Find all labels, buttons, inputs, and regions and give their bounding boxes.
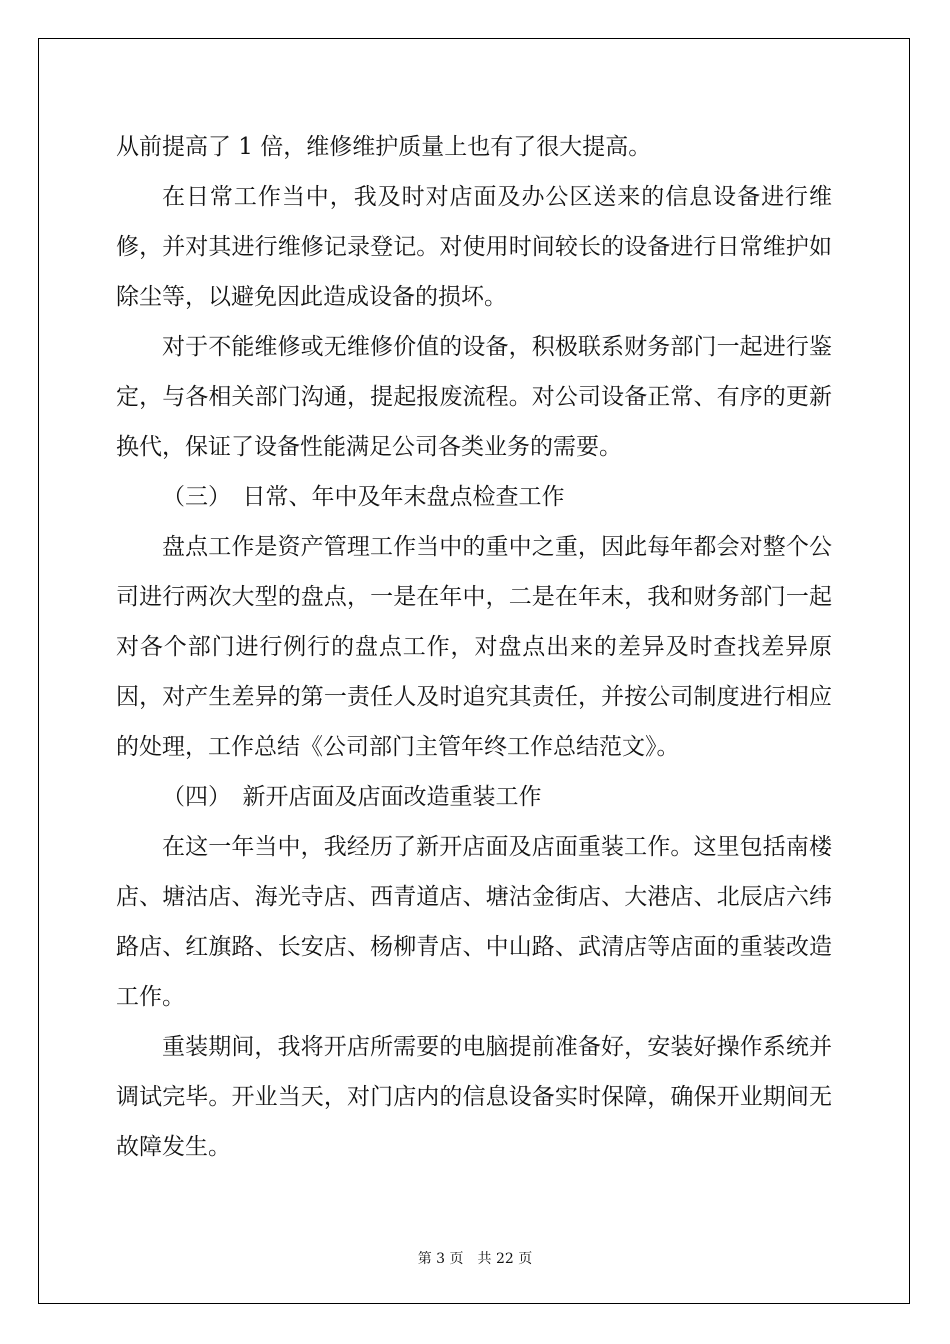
paragraph-renovation-prep: 重装期间，我将开店所需要的电脑提前准备好，安装好操作系统并调试完毕。开业当天，对门店内的信息设备实时保障，确保开业期间无故障发生。 — [116, 1034, 832, 1160]
page-footer: 第 3 页 共 22 页 — [417, 1251, 533, 1267]
paragraph-inventory: 盘点工作是资产管理工作当中的重中之重，因此每年都会对整个公司进行两次大型的盘点，一是在年中，二是在年末，我和财务部门一起对各个部门进行例行的盘点工作，对盘点出来的差异及时查找差异原因，对产生差异的第一责任人及时追究其责任，并按公司制度进行相应的处理，工作总结《公司部门主管年终工作总结范文》。 — [116, 534, 832, 760]
section-heading-inventory: （三） 日常、年中及年末盘点检查工作 — [162, 484, 565, 510]
paragraph-equipment-scrap: 对于不能维修或无维修价值的设备，积极联系财务部门一起进行鉴定，与各相关部门沟通，提起报废流程。对公司设备正常、有序的更新换代，保证了设备性能满足公司各类业务的需要。 — [116, 334, 832, 460]
paragraph-equipment-repair: 在日常工作当中，我及时对店面及办公区送来的信息设备进行维修，并对其进行维修记录登记。对使用时间较长的设备进行日常维护如除尘等，以避免因此造成设备的损坏。 — [116, 184, 832, 310]
paragraph-store-list: 在这一年当中，我经历了新开店面及店面重装工作。这里包括南楼店、塘沽店、海光寺店、西青道店、塘沽金街店、大港店、北辰店六纬路店、红旗路、长安店、杨柳青店、中山路、武清店等店面的重装改造工作。 — [116, 834, 832, 1010]
section-heading-store-renovation: （四） 新开店面及店面改造重装工作 — [162, 784, 542, 810]
paragraph-continuation: 从前提高了 1 倍，维修维护质量上也有了很大提高。 — [116, 134, 652, 160]
document-body — [116, 122, 832, 1172]
